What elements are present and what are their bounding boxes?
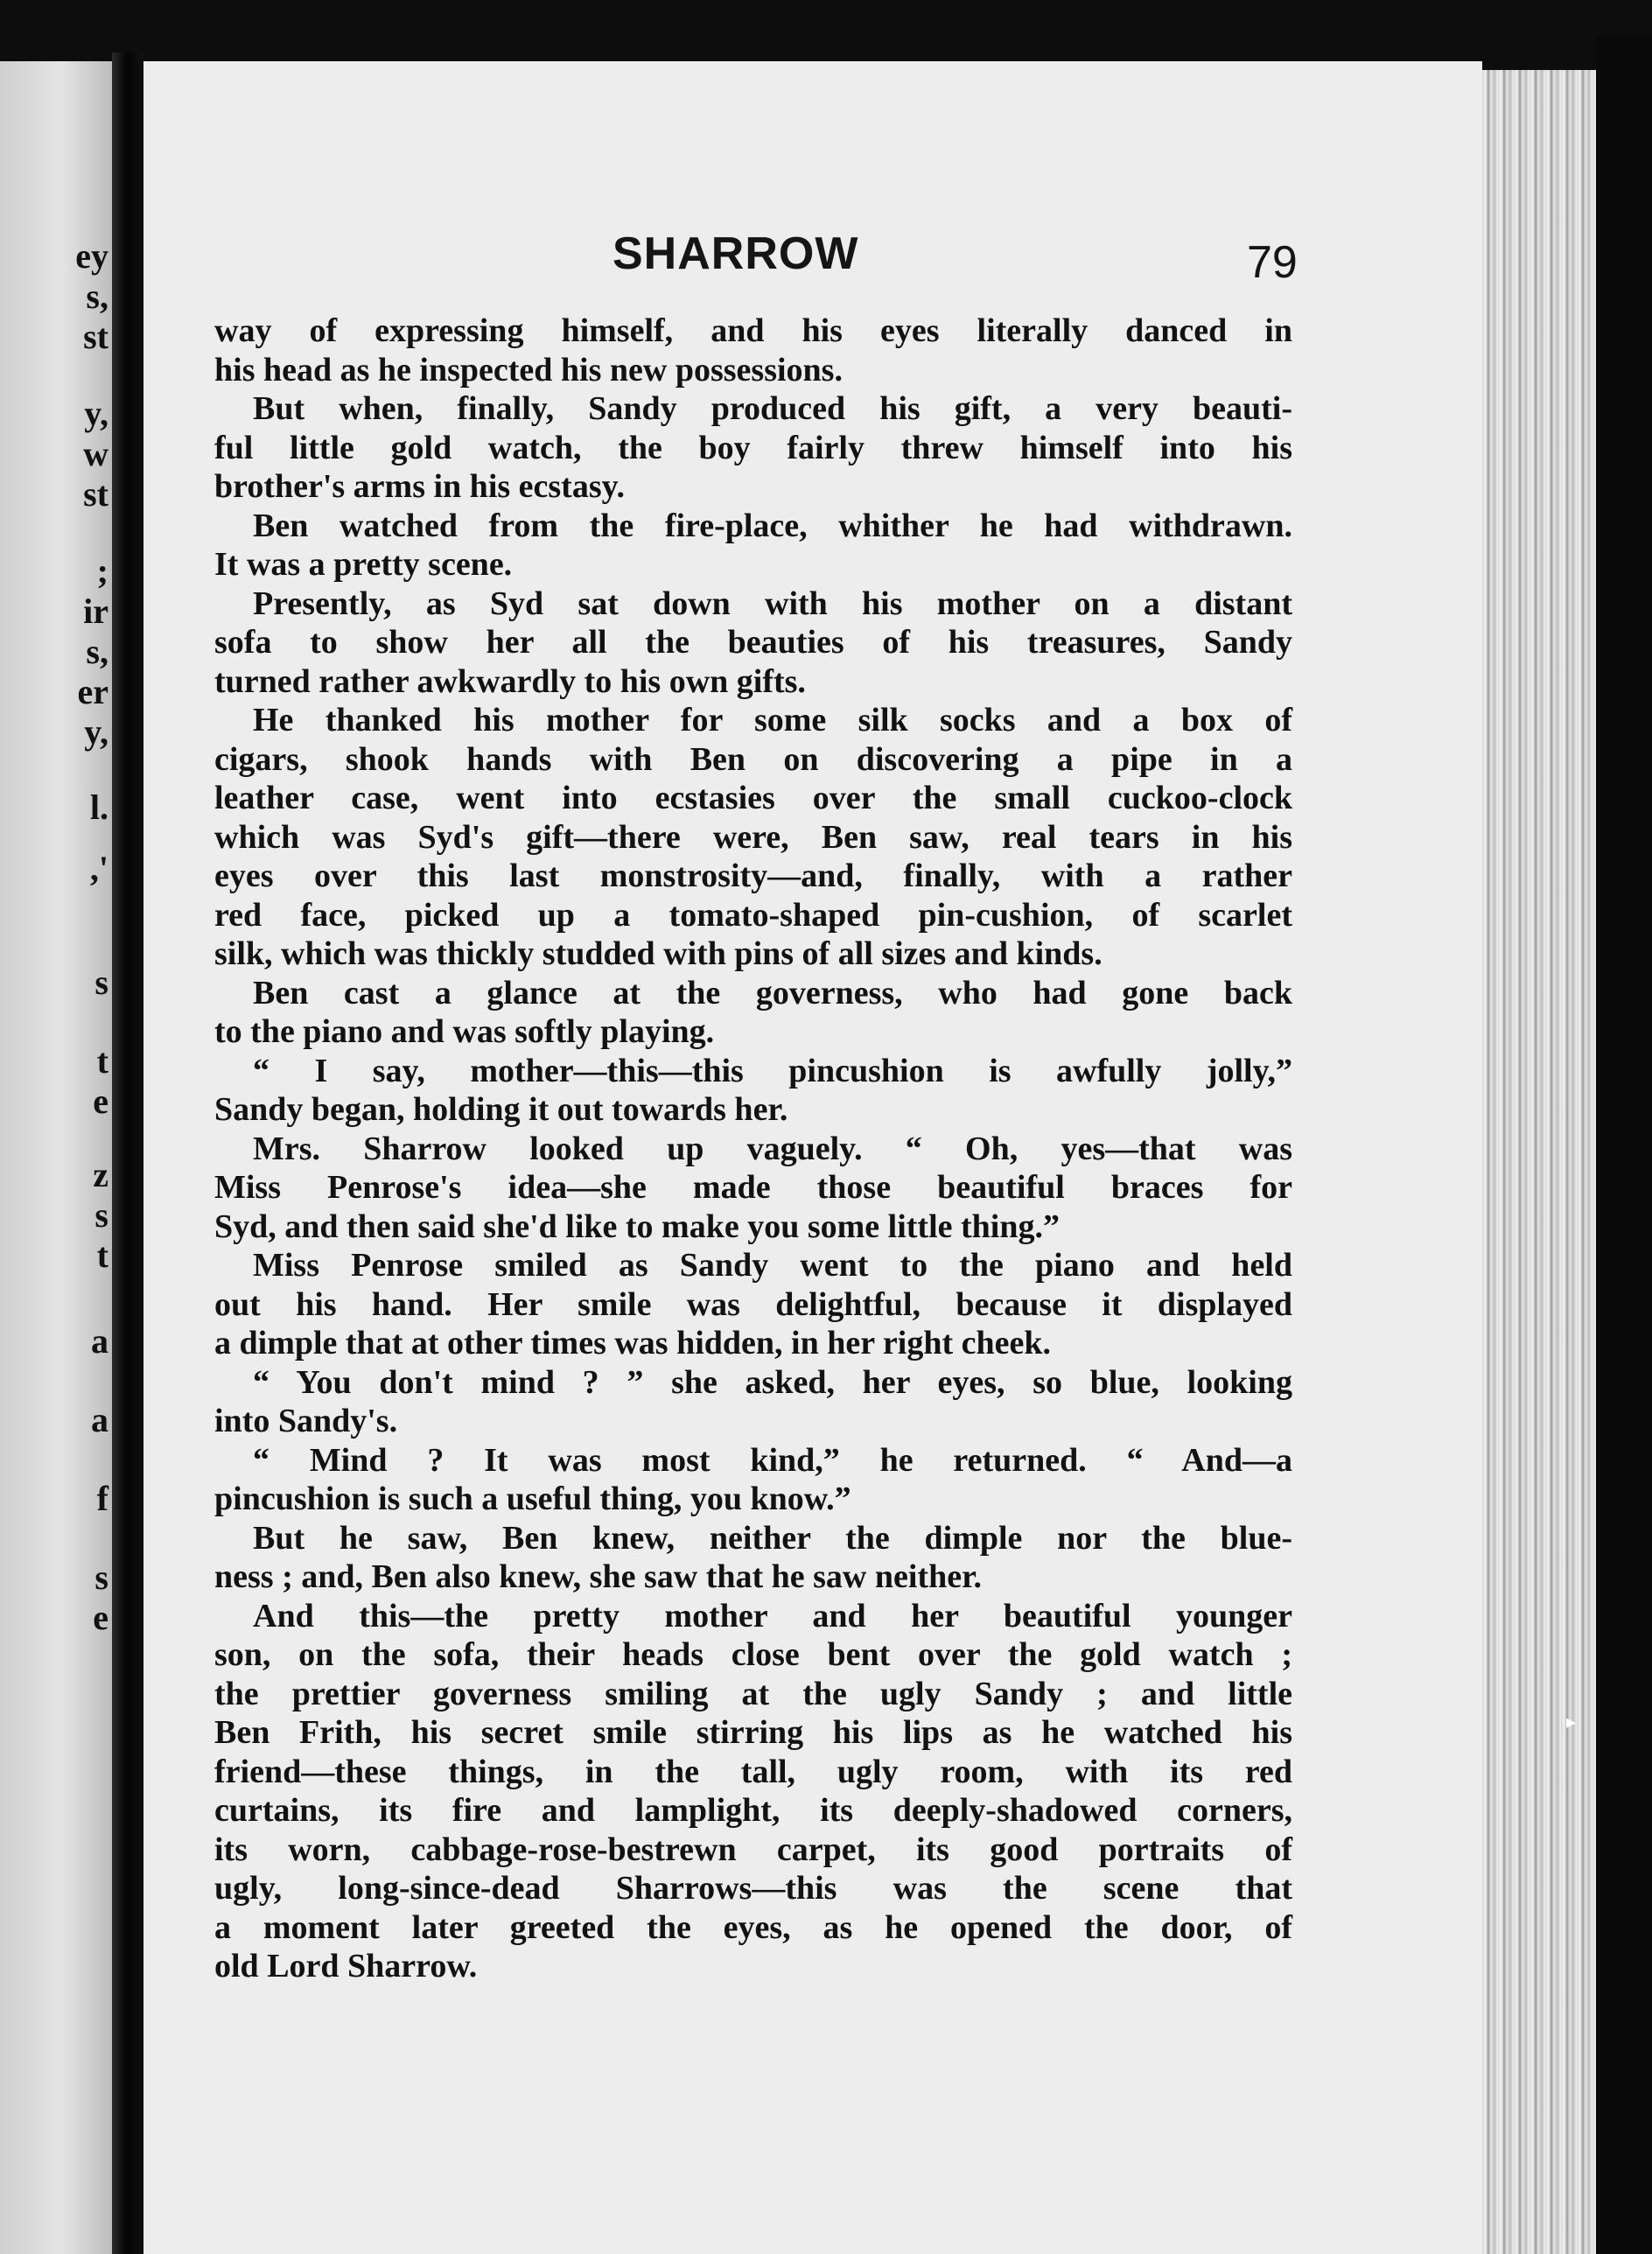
page-edge-stack [1482, 70, 1596, 2254]
previous-page-fragment: t [96, 1236, 108, 1275]
paragraph [214, 974, 1292, 1052]
previous-page-fragment: w [83, 434, 108, 473]
text-line: “ You don't mind ? ” she asked, her eyes, so blue, looking [253, 1363, 1292, 1401]
text-line: It was a pretty scene. [214, 546, 513, 583]
text-line: “ Mind ? It was most kind,” he returned. “ And—a [253, 1441, 1292, 1479]
previous-page-fragment: e [93, 1598, 108, 1637]
previous-page-fragment: y, [84, 394, 108, 433]
text-line: eyes over this last monstrosity—and, finally, with a rather [214, 858, 1292, 894]
text-line: red face, picked up a tomato-shaped pin-cushion, of scarlet [214, 896, 1292, 934]
text-line: Ben cast a glance at the governess, who had gone back [253, 974, 1292, 1012]
previous-page-edge [0, 61, 112, 2254]
text-line: Ben watched from the fire-place, whither he had withdrawn. [253, 507, 1292, 544]
text-line: to the piano and was softly playing. [214, 1013, 715, 1050]
paragraph [214, 1519, 1292, 1597]
previous-page-fragment: e [93, 1082, 108, 1121]
text-line: ful little gold watch, the boy fairly threw himself into his [214, 429, 1292, 466]
running-head: SHARROW [612, 228, 859, 279]
text-line: the prettier governess smiling at the ugly Sandy ; and little [214, 1675, 1292, 1712]
text-line: out his hand. Her smile was delightful, because it displayed [214, 1285, 1292, 1323]
previous-page-fragment: s [94, 962, 108, 1002]
paragraph [214, 312, 1292, 389]
previous-page-fragment: s [94, 1558, 108, 1597]
previous-page-fragment: st [83, 474, 108, 514]
text-line: leather case, went into ecstasies over the small cuckoo-clock [214, 780, 1292, 816]
previous-page-fragment: ey [75, 236, 108, 276]
text-line: curtains, its fire and lamplight, its deeply-shadowed corners, [214, 1792, 1292, 1829]
previous-page-fragment: s, [86, 632, 108, 671]
paragraph [214, 389, 1292, 507]
text-line: “ I say, mother—this—this pincushion is awfully jolly,” [253, 1052, 1292, 1089]
text-line: a moment later greeted the eyes, as he opened the door, of [214, 1908, 1292, 1946]
page-number: 79 [1247, 237, 1298, 288]
text-line: friend—these things, in the tall, ugly room, with its red [214, 1753, 1292, 1790]
edge-mark-icon: ▸ [1566, 1711, 1577, 1732]
previous-page-fragment: f [96, 1479, 108, 1518]
previous-page-fragment: ,' [89, 849, 108, 888]
previous-page-fragment: s, [86, 276, 108, 316]
body-text [214, 312, 1292, 1986]
paragraph [214, 1597, 1292, 1986]
previous-page-fragment: a [91, 1321, 108, 1361]
text-line: turned rather awkwardly to his own gifts. [214, 662, 806, 700]
previous-page-fragment: er [77, 672, 108, 711]
text-line: ugly, long-since-dead Sharrows—this was the scene that [214, 1870, 1292, 1907]
previous-page-fragment: l. [89, 788, 108, 827]
text-line: Syd, and then said she'd like to make you some little thing.” [214, 1208, 1060, 1245]
previous-page-fragment: a [91, 1400, 108, 1439]
previous-page-fragment: st [83, 317, 108, 356]
previous-page-fragment: ir [83, 592, 108, 631]
text-line: Ben Frith, his secret smile stirring his lips as he watched his [214, 1714, 1292, 1751]
book-gutter [112, 52, 144, 2254]
text-line: into Sandy's. [214, 1403, 398, 1439]
text-line: Mrs. Sharrow looked up vaguely. “ Oh, yes—that was [253, 1130, 1292, 1167]
previous-page-fragment: s [94, 1195, 108, 1235]
paragraph [214, 1052, 1292, 1130]
text-line: a dimple that at other times was hidden, in her right cheek. [214, 1325, 1051, 1362]
text-line: old Lord Sharrow. [214, 1948, 478, 1984]
text-line: Sandy began, holding it out towards her. [214, 1091, 788, 1128]
previous-page-fragment: y, [84, 712, 108, 752]
text-line: way of expressing himself, and his eyes literally danced in [214, 312, 1292, 349]
text-line: Miss Penrose smiled as Sandy went to the piano and held [253, 1247, 1292, 1284]
previous-page-fragment: ; [96, 551, 108, 591]
paragraph [214, 1130, 1292, 1247]
text-line: cigars, shook hands with Ben on discovering a pipe in a [214, 740, 1292, 778]
text-line: brother's arms in his ecstasy. [214, 468, 626, 505]
paragraph [214, 1441, 1292, 1519]
text-line: ness ; and, Ben also knew, she saw that he saw neither. [214, 1558, 982, 1595]
previous-page-fragment: z [93, 1155, 108, 1194]
text-line: its worn, cabbage-rose-bestrewn carpet, its good portraits of [214, 1830, 1292, 1868]
text-line: And this—the pretty mother and her beautiful younger [253, 1597, 1292, 1634]
text-line: sofa to show her all the beauties of his treasures, Sandy [214, 624, 1292, 661]
text-line: Miss Penrose's idea—she made those beautiful braces for [214, 1169, 1292, 1206]
text-line: pincushion is such a useful thing, you know.” [214, 1480, 851, 1517]
text-line: son, on the sofa, their heads close bent over the gold watch ; [214, 1636, 1292, 1673]
paragraph [214, 701, 1292, 974]
paragraph [214, 1363, 1292, 1441]
paragraph [214, 584, 1292, 702]
text-line: But when, finally, Sandy produced his gift, a very beauti- [253, 390, 1292, 427]
text-line: Presently, as Syd sat down with his mother on a distant [253, 584, 1292, 622]
paragraph [214, 1246, 1292, 1363]
text-line: But he saw, Ben knew, neither the dimple nor the blue- [253, 1519, 1292, 1557]
text-line: his head as he inspected his new possessions. [214, 351, 843, 388]
text-line: which was Syd's gift—there were, Ben saw, real tears in his [214, 818, 1292, 856]
paragraph [214, 507, 1292, 584]
previous-page-fragment: t [96, 1041, 108, 1081]
text-line: silk, which was thickly studded with pins of all sizes and kinds. [214, 935, 1102, 972]
background-shadow [1596, 35, 1652, 2254]
text-line: He thanked his mother for some silk socks and a box of [253, 702, 1292, 738]
